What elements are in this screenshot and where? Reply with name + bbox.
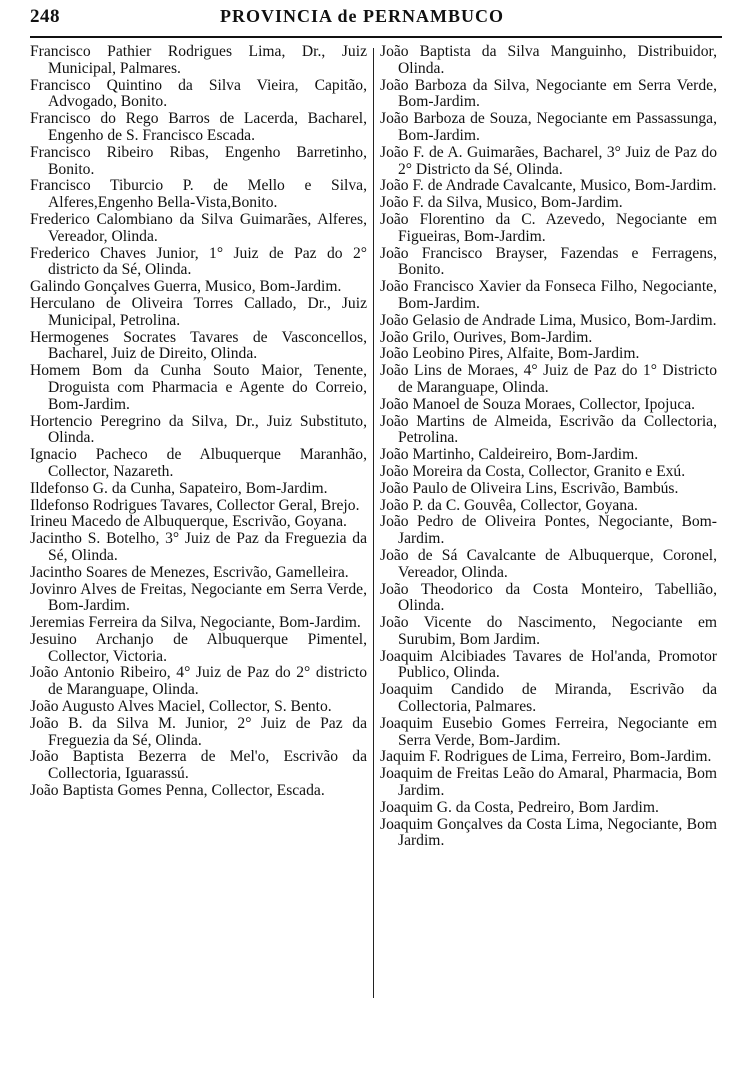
directory-entry: Joaquim Alcibiades Tavares de Hol'anda, Promotor Publico, Olinda. bbox=[380, 647, 717, 682]
directory-entry: João Francisco Xavier da Fonseca Filho, Negociante, Bom-Jardim. bbox=[380, 278, 717, 312]
directory-entry: Francisco do Rego Barros de Lacerda, Bacharel, Engenho de S. Francisco Escada. bbox=[30, 110, 367, 144]
directory-entry: Galindo Gonçalves Guerra, Musico, Bom-Jardim. bbox=[30, 278, 342, 296]
header-rule bbox=[30, 36, 722, 38]
directory-entry: Ignacio Pacheco de Albuquerque Maranhão, Collector, Nazareth. bbox=[30, 446, 367, 480]
directory-entry: João de Sá Cavalcante de Albuquerque, Coronel, Vereador, Olinda. bbox=[380, 546, 717, 581]
directory-entry: Herculano de Oliveira Torres Callado, Dr., Juiz Municipal, Petrolina. bbox=[30, 294, 367, 329]
directory-entry: João Barboza de Souza, Negociante em Passassunga, Bom-Jardim. bbox=[380, 110, 717, 144]
directory-entry: Irineu Macedo de Albuquerque, Escrivão, Goyana. bbox=[30, 513, 347, 531]
directory-entry: João Baptista Bezerra de Mel'o, Escrivão da Collectoria, Iguarassú. bbox=[30, 748, 367, 783]
directory-entry: João Gelasio de Andrade Lima, Musico, Bom-Jardim. bbox=[380, 311, 717, 329]
directory-entry: Jesuino Archanjo de Albuquerque Pimentel, Collector, Victoria. bbox=[30, 630, 367, 665]
directory-entry: Jovinro Alves de Freitas, Negociante em Serra Verde, Bom-Jardim. bbox=[30, 580, 367, 615]
directory-entry: João F. de Andrade Cavalcante, Musico, Bom-Jardim. bbox=[380, 177, 717, 195]
directory-entry: João Barboza da Silva, Negociante em Serra Verde, Bom-Jardim. bbox=[380, 76, 717, 111]
directory-entry: João Pedro de Oliveira Pontes, Negociante, Bom-Jardim. bbox=[380, 513, 717, 548]
directory-entry: João F. da Silva, Musico, Bom-Jardim. bbox=[380, 194, 623, 212]
directory-entry: Jaquim F. Rodrigues de Lima, Ferreiro, Bom-Jardim. bbox=[380, 748, 712, 766]
directory-entry: Jeremias Ferreira da Silva, Negociante, Bom-Jardim. bbox=[30, 614, 361, 632]
directory-entry: João B. da Silva M. Junior, 2° Juiz de Paz da Freguezia da Sé, Olinda. bbox=[30, 714, 367, 749]
directory-entry: Jacintho Soares de Menezes, Escrivão, Gamelleira. bbox=[30, 563, 349, 581]
directory-entry: Joaquim G. da Costa, Pedreiro, Bom Jardim. bbox=[380, 798, 659, 816]
directory-entry: João F. de A. Guimarães, Bacharel, 3° Juiz de Paz do 2° Districto da Sé, Olinda. bbox=[380, 143, 717, 178]
directory-entry: João Florentino da C. Azevedo, Negociante em Figueiras, Bom-Jardim. bbox=[380, 210, 717, 245]
directory-entry: João Vicente do Nascimento, Negociante em Surubim, Bom Jardim. bbox=[380, 614, 717, 648]
directory-entry: Francisco Ribeiro Ribas, Engenho Barretinho, Bonito. bbox=[30, 143, 367, 178]
directory-entry: Homem Bom da Cunha Souto Maior, Tenente, Droguista com Pharmacia e Agente do Correio, Bom-Jardim. bbox=[30, 362, 367, 413]
directory-entry: Joaquim Candido de Miranda, Escrivão da Collectoria, Palmares. bbox=[380, 681, 717, 716]
page-number: 248 bbox=[30, 6, 60, 27]
directory-entry: Frederico Calombiano da Silva Guimarães, Alferes, Vereador, Olinda. bbox=[30, 210, 367, 245]
directory-entry: João Theodorico da Costa Monteiro, Tabellião, Olinda. bbox=[380, 580, 717, 615]
directory-entry: Francisco Tiburcio P. de Mello e Silva, Alferes,Engenho Bella-Vista,Bonito. bbox=[30, 177, 367, 212]
directory-entry: João Grilo, Ourives, Bom-Jardim. bbox=[380, 328, 593, 346]
directory-entry: João Lins de Moraes, 4° Juiz de Paz do 1° Districto de Maranguape, Olinda. bbox=[380, 362, 717, 396]
directory-entry: Ildefonso Rodrigues Tavares, Collector Geral, Brejo. bbox=[30, 496, 360, 514]
left-column bbox=[30, 44, 373, 1064]
directory-entry: João Martins de Almeida, Escrivão da Collectoria, Petrolina. bbox=[380, 412, 717, 447]
directory-entry: João Leobino Pires, Alfaite, Bom-Jardim. bbox=[380, 345, 640, 363]
directory-entry: Jacintho S. Botelho, 3° Juiz de Paz da Freguezia da Sé, Olinda. bbox=[30, 530, 367, 564]
directory-entry: João Manoel de Souza Moraes, Collector, Ipojuca. bbox=[380, 395, 696, 413]
directory-entry: João Martinho, Caldeireiro, Bom-Jardim. bbox=[380, 446, 639, 464]
directory-entry: João Baptista da Silva Manguinho, Distribuidor, Olinda. bbox=[380, 43, 717, 77]
running-title: PROVINCIA de PERNAMBUCO bbox=[220, 6, 504, 26]
directory-entry: Francisco Pathier Rodrigues Lima, Dr., Juiz Municipal, Palmares. bbox=[30, 43, 367, 77]
directory-entry: João Augusto Alves Maciel, Collector, S. Bento. bbox=[30, 698, 332, 716]
directory-entry: João Antonio Ribeiro, 4° Juiz de Paz do 2° districto de Maranguape, Olinda. bbox=[30, 664, 367, 699]
directory-entry: Joaquim Eusebio Gomes Ferreira, Negociante em Serra Verde, Bom-Jardim. bbox=[380, 714, 717, 749]
directory-entry: Frederico Chaves Junior, 1° Juiz de Paz do 2° districto da Sé, Olinda. bbox=[30, 244, 367, 279]
directory-entry: Hermogenes Socrates Tavares de Vasconcellos, Bacharel, Juiz de Direito, Olinda. bbox=[30, 328, 367, 363]
directory-entry: João Francisco Brayser, Fazendas e Ferragens, Bonito. bbox=[380, 244, 717, 279]
directory-entry: Joaquim de Freitas Leão do Amaral, Pharmacia, Bom Jardim. bbox=[380, 765, 717, 800]
directory-entry: João Moreira da Costa, Collector, Granito e Exú. bbox=[380, 462, 686, 480]
right-column bbox=[374, 44, 717, 1064]
directory-entry: Ildefonso G. da Cunha, Sapateiro, Bom-Jardim. bbox=[30, 479, 328, 497]
directory-entry: João Baptista Gomes Penna, Collector, Escada. bbox=[30, 782, 325, 800]
directory-entry: Hortencio Peregrino da Silva, Dr., Juiz Substituto, Olinda. bbox=[30, 412, 367, 447]
directory-entry: João Paulo de Oliveira Lins, Escrivão, Bambús. bbox=[380, 479, 679, 497]
directory-entry: Francisco Quintino da Silva Vieira, Capitão, Advogado, Bonito. bbox=[30, 76, 367, 111]
directory-entry: João P. da C. Gouvêa, Collector, Goyana. bbox=[380, 496, 638, 514]
directory-columns bbox=[30, 44, 724, 1064]
directory-entry: Joaquim Gonçalves da Costa Lima, Negociante, Bom Jardim. bbox=[380, 815, 717, 850]
page-header bbox=[30, 6, 720, 38]
